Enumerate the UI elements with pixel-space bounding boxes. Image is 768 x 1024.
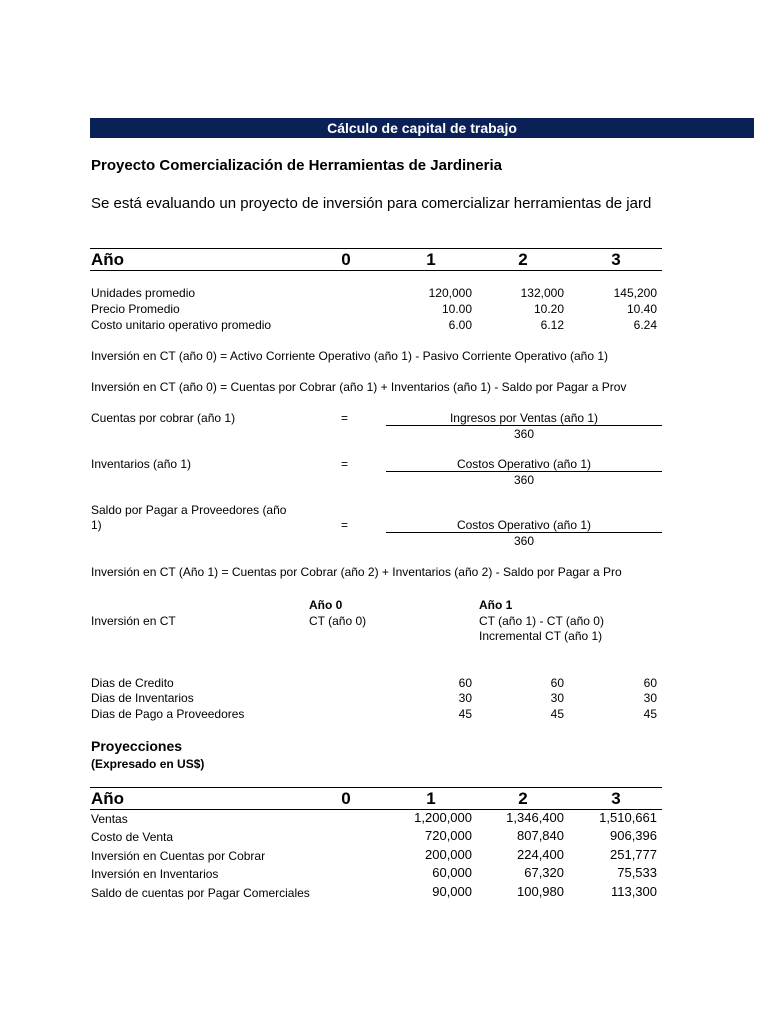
cxc-numerator: Ingresos por Ventas (año 1) (449, 411, 599, 425)
projections-header-col2: 2 (518, 789, 528, 808)
table-cell: 60 (458, 676, 472, 690)
formula-ct-year0-a: Inversión en CT (año 0) = Activo Corriente Operativo (año 1) - Pasivo Corriente Operativo (año 1) (91, 349, 609, 363)
table-cell: 132,000 (520, 286, 564, 300)
table1-header-col1: 1 (426, 250, 436, 269)
table-cell: 67,320 (524, 865, 564, 880)
table1-header-col3: 3 (611, 250, 621, 269)
formula-ct-year0-b: Inversión en CT (año 0) = Cuentas por Cobrar (año 1) + Inventarios (año 1) - Saldo por Pagar a Prov (91, 380, 627, 394)
projections-header-year: Año (91, 789, 125, 808)
table-row-label: Ventas (91, 812, 128, 826)
projections-subtitle: (Expresado en US$) (91, 757, 205, 771)
table-cell: 6.00 (448, 318, 472, 332)
table-cell: 10.20 (533, 302, 564, 316)
table-row-label: Dias de Inventarios (91, 691, 194, 705)
table-cell: 30 (643, 691, 657, 705)
table-cell: 120,000 (428, 286, 472, 300)
ct-year0-text: CT (año 0) (309, 614, 367, 628)
table-cell: 30 (458, 691, 472, 705)
ct-year1-incremental: Incremental CT (año 1) (479, 629, 603, 643)
table-cell: 200,000 (425, 847, 472, 862)
projections-title: Proyecciones (91, 738, 183, 754)
table-row-label: Dias de Credito (91, 676, 174, 690)
projections-header-col1: 1 (426, 789, 436, 808)
table-cell: 45 (550, 707, 564, 721)
fraction-bar (386, 532, 662, 533)
table-cell: 10.00 (441, 302, 472, 316)
table-cell: 113,300 (610, 884, 657, 899)
fraction-bar (386, 471, 662, 472)
table-cell: 45 (643, 707, 657, 721)
table-cell: 6.24 (633, 318, 657, 332)
table-cell: 145,200 (613, 286, 657, 300)
projections-header-col0: 0 (341, 789, 351, 808)
inv-label: Inventarios (año 1) (91, 457, 192, 471)
table-cell: 1,346,400 (506, 810, 564, 825)
table-row-label: Costo de Venta (91, 830, 174, 844)
prov-label-line1: Saldo por Pagar a Proveedores (año (91, 503, 287, 517)
prov-label-line2: 1) (91, 518, 102, 532)
table-row-label: Saldo de cuentas por Pagar Comerciales (91, 886, 310, 900)
formula-ct-year1: Inversión en CT (Año 1) = Cuentas por Cobrar (año 2) + Inventarios (año 2) - Saldo por Pagar a Pro (91, 565, 622, 579)
table-cell: 224,400 (517, 847, 564, 862)
cxc-denominator: 360 (513, 427, 535, 441)
table-cell: 45 (458, 707, 472, 721)
intro-text: Se está evaluando un proyecto de inversión para comercializar herramientas de jard (91, 195, 652, 212)
inv-numerator: Costos Operativo (año 1) (456, 457, 592, 471)
inv-denominator: 360 (513, 473, 535, 487)
equals-sign: = (341, 457, 349, 471)
table-cell: 90,000 (432, 884, 472, 899)
table-cell: 251,777 (610, 847, 657, 862)
equals-sign: = (341, 411, 349, 425)
table-row-label: Costo unitario operativo promedio (91, 318, 272, 332)
table-cell: 1,510,661 (599, 810, 657, 825)
table-row-label: Precio Promedio (91, 302, 180, 316)
table-cell: 60 (550, 676, 564, 690)
table-cell: 60,000 (432, 865, 472, 880)
table-cell: 807,840 (517, 828, 564, 843)
table1-header-year: Año (91, 250, 125, 269)
table-cell: 10.40 (626, 302, 657, 316)
table1-top-rule (90, 248, 662, 249)
table1-header-col2: 2 (518, 250, 528, 269)
table-cell: 720,000 (425, 828, 472, 843)
ct-year0-header: Año 0 (309, 598, 343, 612)
project-title: Proyecto Comercialización de Herramientas de Jardineria (91, 157, 502, 174)
table-cell: 75,533 (617, 865, 657, 880)
prov-denominator: 360 (513, 534, 535, 548)
table-cell: 906,396 (610, 828, 657, 843)
ct-year1-header: Año 1 (479, 598, 513, 612)
table-row-label: Dias de Pago a Proveedores (91, 707, 245, 721)
prov-numerator: Costos Operativo (año 1) (456, 518, 592, 532)
table-row-label: Unidades promedio (91, 286, 196, 300)
table1-header-col0: 0 (341, 250, 351, 269)
table-cell: 60 (643, 676, 657, 690)
table-cell: 1,200,000 (414, 810, 472, 825)
equals-sign: = (341, 518, 349, 532)
fraction-bar (386, 425, 662, 426)
ct-label: Inversión en CT (91, 614, 176, 628)
projections-top-rule (90, 787, 662, 788)
projections-header-col3: 3 (611, 789, 621, 808)
table-cell: 6.12 (540, 318, 564, 332)
table-row-label: Inversión en Cuentas por Cobrar (91, 849, 266, 863)
cxc-label: Cuentas por cobrar (año 1) (91, 411, 236, 425)
table-cell: 30 (550, 691, 564, 705)
sheet-title-banner: Cálculo de capital de trabajo (90, 118, 754, 138)
table-row-label: Inversión en Inventarios (91, 867, 219, 881)
ct-year1-text: CT (año 1) - CT (año 0) (479, 614, 604, 628)
table-cell: 100,980 (517, 884, 564, 899)
table1-header-rule (90, 270, 662, 271)
